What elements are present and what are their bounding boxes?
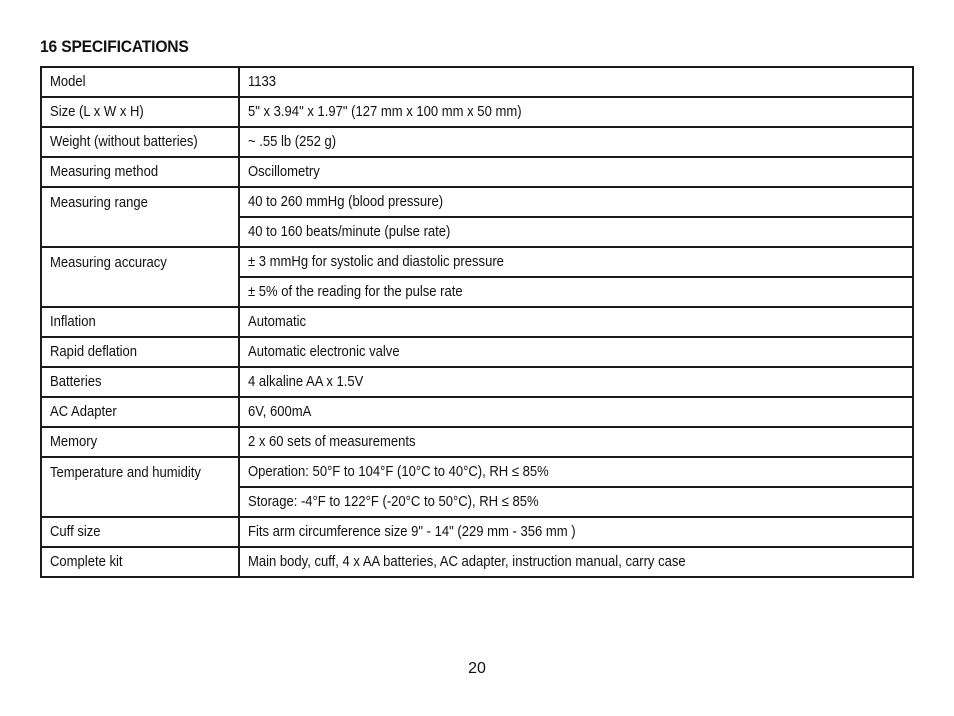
spec-label: Rapid deflation <box>50 344 138 360</box>
spec-value: Automatic electronic valve <box>248 344 400 360</box>
spec-value-cell <box>239 307 913 337</box>
spec-value-cell <box>239 457 913 487</box>
spec-row <box>41 67 913 97</box>
spec-label-cell <box>41 517 239 547</box>
spec-value: Operation: 50°F to 104°F (10°C to 40°C), RH ≤ 85% <box>248 464 549 480</box>
spec-value: 40 to 160 beats/minute (pulse rate) <box>248 224 451 240</box>
spec-value-cell <box>239 487 913 517</box>
spec-value-cell <box>239 247 913 277</box>
spec-label: Size (L x W x H) <box>50 104 144 120</box>
spec-label: Memory <box>50 434 98 450</box>
spec-label-cell <box>41 67 239 97</box>
spec-label: Cuff size <box>50 524 101 540</box>
spec-value: ~ .55 lb (252 g) <box>248 134 337 150</box>
spec-value: Fits arm circumference size 9" - 14" (229 mm - 356 mm ) <box>248 524 576 540</box>
spec-label-cell <box>41 337 239 367</box>
spec-value: 5" x 3.94" x 1.97" (127 mm x 100 mm x 50 mm) <box>248 104 522 120</box>
spec-label-cell <box>41 247 239 307</box>
spec-label: Temperature and humidity <box>50 465 201 481</box>
spec-value-cell <box>239 157 913 187</box>
spec-value: ± 3 mmHg for systolic and diastolic pressure <box>248 254 504 270</box>
spec-value-cell <box>239 547 913 577</box>
spec-value-cell <box>239 217 913 247</box>
specifications-table <box>40 66 914 578</box>
spec-value: 6V, 600mA <box>248 404 312 420</box>
spec-label: Measuring method <box>50 164 159 180</box>
spec-row <box>41 547 913 577</box>
specifications-table-body <box>41 67 913 577</box>
spec-row <box>41 337 913 367</box>
spec-value-cell <box>239 517 913 547</box>
spec-label-cell <box>41 187 239 247</box>
spec-value-cell <box>239 367 913 397</box>
spec-value: Automatic <box>248 314 307 330</box>
spec-label-cell <box>41 547 239 577</box>
spec-label-cell <box>41 457 239 517</box>
spec-row <box>41 187 913 217</box>
page-number: 20 <box>468 660 486 677</box>
spec-label: Batteries <box>50 374 102 390</box>
spec-value-cell <box>239 427 913 457</box>
spec-row <box>41 247 913 277</box>
spec-row <box>41 157 913 187</box>
spec-value: 1133 <box>248 74 277 90</box>
spec-value: Main body, cuff, 4 x AA batteries, AC adapter, instruction manual, carry case <box>248 554 686 570</box>
spec-value: 2 x 60 sets of measurements <box>248 434 416 450</box>
spec-label: Model <box>50 74 86 90</box>
spec-row <box>41 307 913 337</box>
spec-value: 40 to 260 mmHg (blood pressure) <box>248 194 444 210</box>
spec-value-cell <box>239 337 913 367</box>
spec-label-cell <box>41 397 239 427</box>
spec-label: Inflation <box>50 314 96 330</box>
spec-row <box>41 517 913 547</box>
spec-value: Oscillometry <box>248 164 320 180</box>
spec-label: Complete kit <box>50 554 123 570</box>
spec-row <box>41 457 913 487</box>
spec-value-cell <box>239 397 913 427</box>
spec-row <box>41 427 913 457</box>
spec-label: Measuring accuracy <box>50 255 167 271</box>
spec-row <box>41 367 913 397</box>
spec-value-cell <box>239 97 913 127</box>
spec-label: AC Adapter <box>50 404 117 420</box>
spec-value: ± 5% of the reading for the pulse rate <box>248 284 463 300</box>
spec-label: Weight (without batteries) <box>50 134 198 150</box>
spec-label: Measuring range <box>50 195 148 211</box>
spec-row <box>41 97 913 127</box>
spec-label-cell <box>41 307 239 337</box>
spec-label-cell <box>41 367 239 397</box>
page-title: 16 SPECIFICATIONS <box>40 37 189 56</box>
spec-label-cell <box>41 97 239 127</box>
spec-label-cell <box>41 157 239 187</box>
spec-value-cell <box>239 277 913 307</box>
spec-value: Storage: -4°F to 122°F (-20°C to 50°C), RH ≤ 85% <box>248 494 539 510</box>
spec-row <box>41 397 913 427</box>
spec-value-cell <box>239 67 913 97</box>
spec-value-cell <box>239 187 913 217</box>
spec-value-cell <box>239 127 913 157</box>
spec-label-cell <box>41 127 239 157</box>
spec-value: 4 alkaline AA x 1.5V <box>248 374 364 390</box>
spec-row <box>41 127 913 157</box>
spec-label-cell <box>41 427 239 457</box>
